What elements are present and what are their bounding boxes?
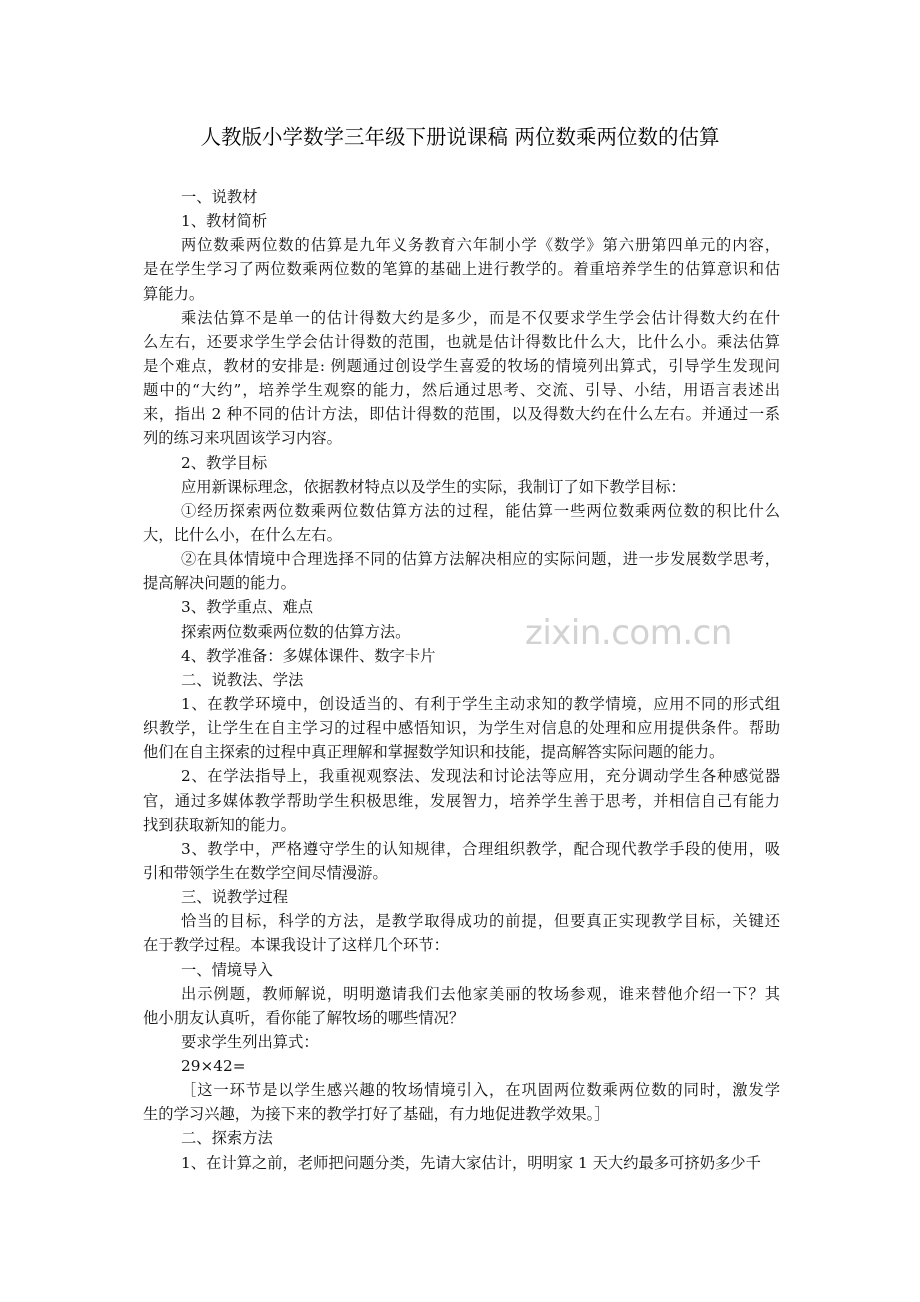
document-body: [143, 185, 780, 1225]
paragraph: [143, 451, 780, 475]
paragraph: [143, 185, 780, 209]
text-line: 乘法估算不是单一的估计得数大约是多少，而是不仅要求学生学会估计得数大约在什: [181, 308, 780, 327]
text-line: 3、教学中，严格遵守学生的认知规律，合理组织教学，配合现代教学手段的使用，吸: [181, 839, 780, 858]
text-line: 提高解决问题的能力。: [143, 574, 296, 593]
text-line: 他们在自主探索的过程中真正理解和掌握数学知识和技能，提高解答实际问题的能力。: [143, 743, 725, 762]
text-line: 4、教学准备：多媒体课件、数字卡片: [181, 646, 436, 665]
text-line: 他小朋友认真听，看你能了解牧场的哪些情况？: [143, 1008, 465, 1027]
text-line: 是个难点，教材的安排是: 例题通过创设学生喜爱的牧场的情境列出算式，引导学生发现问: [143, 356, 780, 375]
text-line: 出示例题，教师解说，明明邀请我们去他家美丽的牧场参观，谁来替他介绍一下？其: [181, 984, 780, 1003]
text-line: 官，通过多媒体教学帮助学生积极思维，发展智力，培养学生善于思考，并相信自己有能力: [143, 791, 780, 810]
text-line: 两位数乘两位数的估算是九年义务教育六年制小学《数学》第六册第四单元的内容，: [181, 236, 780, 255]
paragraph: [143, 885, 780, 909]
text-line: ［这一环节是以学生感兴趣的牧场情境引入，在巩固两位数乘两位数的同时，激发学: [181, 1081, 780, 1100]
paragraph: [143, 764, 780, 836]
text-line: 来，指出 2 种不同的估计方法，即估计得数的范围，以及得数大约在什么左右。并通过一系: [143, 405, 780, 424]
text-line: 织教学，让学生在自主学习的过程中感悟知识，为学生对信息的处理和应用提供条件。帮助: [143, 719, 780, 738]
text-line: 要求学生列出算式：: [181, 1032, 319, 1051]
paragraph: [143, 1030, 780, 1054]
text-line: 在于教学过程。本课我设计了这样几个环节：: [143, 936, 449, 955]
paragraph: [143, 909, 780, 957]
text-line: 二、说教法、学法: [181, 670, 304, 689]
paragraph: [143, 595, 780, 619]
text-line: 算能力。: [143, 284, 205, 303]
text-line: 一、情境导入: [181, 960, 273, 979]
text-line: 是在学生学习了两位数乘两位数的笔算的基础上进行教学的。着重培养学生的估算意识和估: [143, 260, 780, 279]
paragraph: [143, 837, 780, 885]
text-line: 大，比什么小，在什么左右。: [143, 525, 342, 544]
document-title: 人教版小学数学三年级下册说课稿 两位数乘两位数的估算: [200, 125, 720, 149]
text-line: 1、在计算之前，老师把问题分类，先请大家估计，明明家 1 天大约最多可挤奶多少千: [181, 1153, 761, 1172]
text-line: 列的练习来巩固该学习内容。: [143, 429, 342, 448]
text-line: 3、教学重点、难点: [181, 598, 314, 617]
text-line: 探索两位数乘两位数的估算方法。: [181, 622, 411, 641]
paragraph: [143, 1126, 780, 1150]
paragraph: [143, 958, 780, 982]
text-line: 恰当的目标，科学的方法，是教学取得成功的前提，但要真正实现教学目标，关键还: [181, 912, 780, 931]
text-line: 么左右，还要求学生学会估计得数的范围，也就是估计得数比什么大，比什么小。乘法估算: [143, 332, 780, 351]
text-line: 题中的“大约”，培养学生观察的能力，然后通过思考、交流、引导、小结，用语言表述出: [143, 381, 780, 400]
text-line: 找到获取新知的能力。: [143, 815, 296, 834]
text-line: 生的学习兴趣，为接下来的教学打好了基础，有力地促进教学效果。］: [143, 1105, 610, 1124]
watermark: zixin.com.cn: [525, 613, 732, 653]
text-line: 一、说教材: [181, 188, 258, 206]
paragraph: [143, 306, 780, 451]
text-line: 2、教学目标: [181, 453, 268, 472]
text-line: ②在具体情境中合理选择不同的估算方法解决相应的实际问题，进一步发展数学思考，: [181, 550, 780, 569]
text-line: 29×42=: [181, 1057, 246, 1076]
paragraph: [143, 620, 780, 644]
text-line: 2、在学法指导上，我重视观察法、发现法和讨论法等应用，充分调动学生各种感觉器: [181, 767, 780, 786]
paragraph: [143, 692, 780, 764]
paragraph: [143, 1078, 780, 1126]
text-line: 二、探索方法: [181, 1129, 273, 1148]
paragraph: [143, 668, 780, 692]
paragraph: [143, 644, 780, 668]
paragraph: [143, 547, 780, 595]
paragraph: [143, 499, 780, 547]
paragraph: [143, 982, 780, 1030]
text-line: ①经历探索两位数乘两位数估算方法的过程，能估算一些两位数乘两位数的积比什么: [181, 501, 780, 520]
text-line: 1、在教学环境中，创设适当的、有利于学生主动求知的教学情境，应用不同的形式组: [181, 694, 780, 713]
paragraph: [143, 233, 780, 305]
text-line: 三、说教学过程: [181, 888, 289, 907]
text-line: 引和带领学生在数学空间尽情漫游。: [143, 863, 388, 882]
paragraph: [143, 1054, 780, 1078]
text-line: 应用新课标理念，依据教材特点以及学生的实际，我制订了如下教学目标：: [181, 477, 686, 496]
paragraph: [143, 1151, 780, 1175]
text-line: 1、教材简析: [181, 212, 268, 231]
paragraph: [143, 209, 780, 233]
paragraph: [143, 475, 780, 499]
